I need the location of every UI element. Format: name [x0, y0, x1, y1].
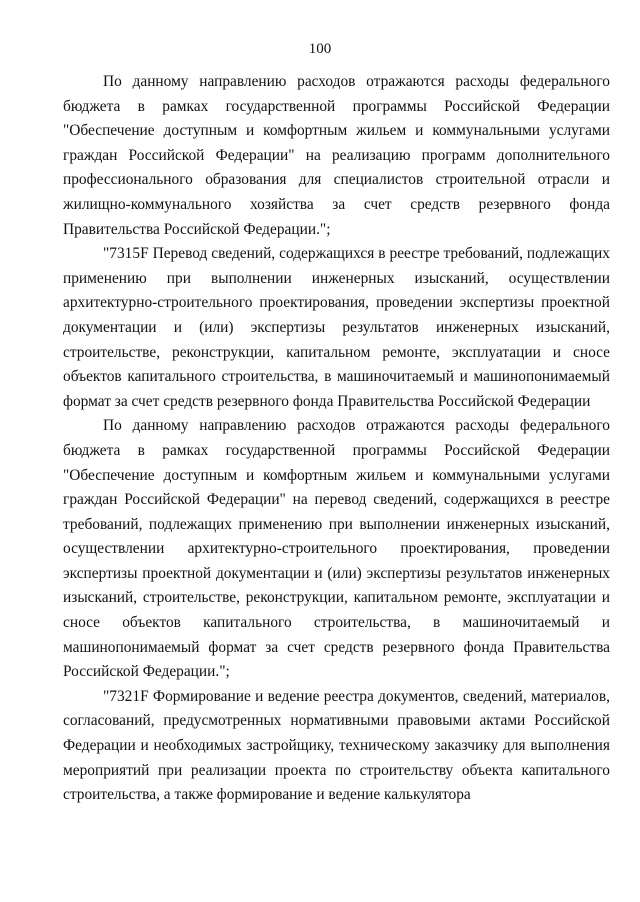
paragraph-code-7321F: "7321F Формирование и ведение реестра документов, сведений, материалов, согласований, предусмотренных нормативными правовыми актами Российской Федерации и необходимых застройщику, техническому заказчику для выполнения мероприятий при реализации проекта по строительству объекта капитального строительства, а также формирование и ведение калькулятора	[63, 687, 610, 804]
paragraph-expenditure-description-1: По данному направлению расходов отражаются расходы федерального бюджета в рамках государственной программы Российской Федерации "Обеспечение доступным и комфортным жильем и коммунальными услугами граждан Российской Федерации" на реализацию программ дополнительного профессионального образования для специалистов строительной отрасли и жилищно-коммунального хозяйства за счет средств резервного фонда Правительства Российской Федерации.";	[63, 73, 610, 238]
page-number: 100	[308, 41, 332, 57]
paragraph-code-7315F: "7315F Перевод сведений, содержащихся в реестре требований, подлежащих применению при выполнении инженерных изысканий, осуществлении архитектурно-строительного проектирования, проведении экспертизы проектной документации и (или) экспертизы результатов инженерных изысканий, строительстве, реконструкции, капитальном ремонте, эксплуатации и сносе объектов капитального строительства, в машиночитаемый и машинопонимаемый формат за счет средств резервного фонда Правительства Российской Федерации	[63, 245, 610, 410]
paragraph-expenditure-description-2: По данному направлению расходов отражаются расходы федерального бюджета в рамках государственной программы Российской Федерации "Обеспечение доступным и комфортным жильем и коммунальными услугами граждан Российской Федерации" на перевод сведений, содержащихся в реестре требований, подлежащих применению при выполнении инженерных изысканий, осуществлении архитектурно-строительного проектирования, проведении экспертизы проектной документации и (или) экспертизы результатов инженерных изысканий, строительстве, реконструкции, капитальном ремонте, эксплуатации и сносе объектов капитального строительства, в машиночитаемый и машинопонимаемый формат за счет средств резервного фонда Правительства Российской Федерации.";	[63, 417, 610, 681]
document-body	[63, 70, 610, 808]
